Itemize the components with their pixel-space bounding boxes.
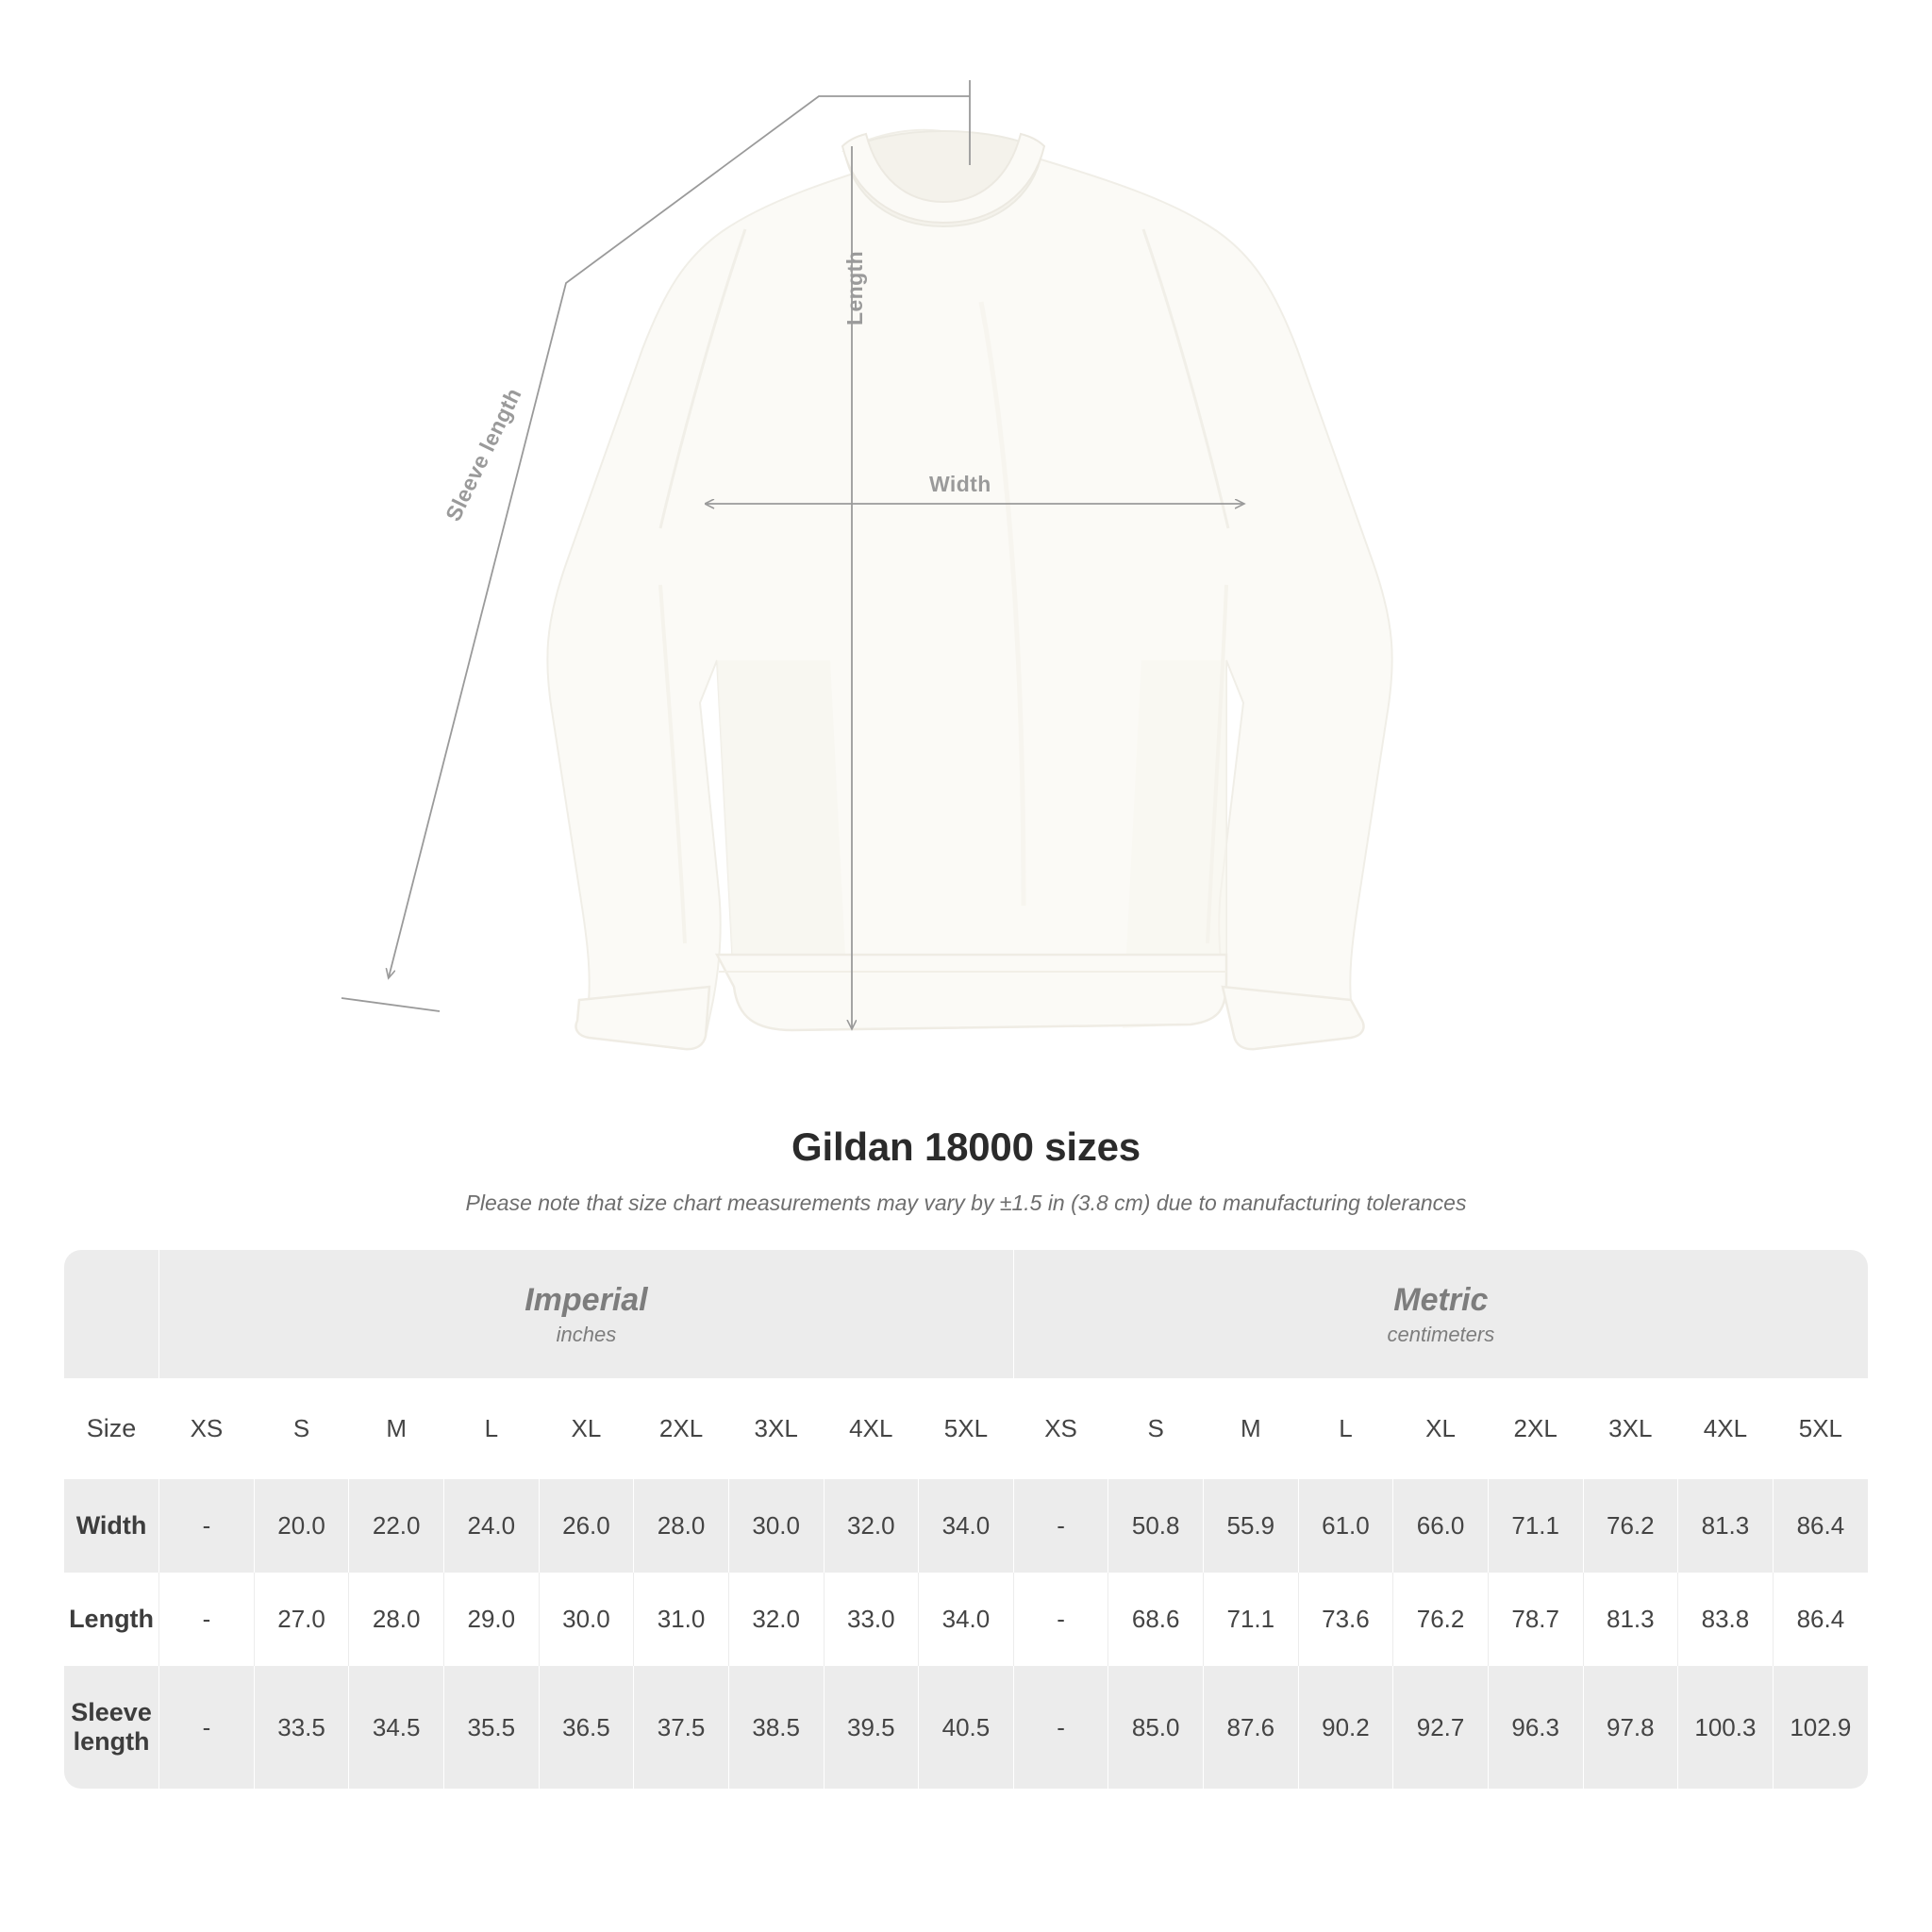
cell-width-metric-5xl: 86.4 bbox=[1773, 1479, 1868, 1573]
cell-length-metric-xl: 76.2 bbox=[1393, 1573, 1489, 1666]
size-header-label: Size bbox=[64, 1378, 159, 1479]
tolerance-note: Please note that size chart measurements may vary by ±1.5 in (3.8 cm) due to manufacturing tolerances bbox=[465, 1191, 1467, 1215]
cell-length-imperial-3xl: 32.0 bbox=[728, 1573, 824, 1666]
cell-width-metric-3xl: 76.2 bbox=[1583, 1479, 1678, 1573]
size-col-imperial-5xl: 5XL bbox=[919, 1378, 1014, 1479]
size-table-container bbox=[64, 1250, 1868, 1789]
sleeve-bottom-tick bbox=[341, 998, 440, 1011]
unit-name-imperial: Imperial bbox=[525, 1282, 648, 1318]
cell-sleeve-metric-xs: - bbox=[1013, 1666, 1108, 1789]
unit-sub-metric: centimeters bbox=[1387, 1323, 1495, 1347]
cell-width-imperial-xl: 26.0 bbox=[539, 1479, 634, 1573]
cell-length-imperial-xs: - bbox=[159, 1573, 255, 1666]
cell-length-imperial-5xl: 34.0 bbox=[919, 1573, 1014, 1666]
unit-name-metric: Metric bbox=[1393, 1282, 1489, 1318]
unit-row-spacer bbox=[64, 1250, 159, 1378]
cell-length-metric-3xl: 81.3 bbox=[1583, 1573, 1678, 1666]
cell-sleeve-metric-l: 90.2 bbox=[1298, 1666, 1393, 1789]
size-col-imperial-4xl: 4XL bbox=[824, 1378, 919, 1479]
cell-width-metric-xl: 66.0 bbox=[1393, 1479, 1489, 1573]
page-title: Gildan 18000 sizes bbox=[791, 1124, 1141, 1169]
cell-length-imperial-4xl: 33.0 bbox=[824, 1573, 919, 1666]
cell-length-metric-5xl: 86.4 bbox=[1773, 1573, 1868, 1666]
size-col-metric-2xl: 2XL bbox=[1488, 1378, 1583, 1479]
cell-width-imperial-m: 22.0 bbox=[349, 1479, 444, 1573]
size-col-imperial-s: S bbox=[254, 1378, 349, 1479]
cell-width-imperial-2xl: 28.0 bbox=[634, 1479, 729, 1573]
size-col-imperial-m: M bbox=[349, 1378, 444, 1479]
cell-width-metric-4xl: 81.3 bbox=[1678, 1479, 1774, 1573]
cell-length-metric-xs: - bbox=[1013, 1573, 1108, 1666]
cell-width-imperial-4xl: 32.0 bbox=[824, 1479, 919, 1573]
size-col-imperial-xl: XL bbox=[539, 1378, 634, 1479]
cell-sleeve-imperial-l: 35.5 bbox=[444, 1666, 540, 1789]
length-dimension-label: Length bbox=[842, 250, 867, 325]
cell-sleeve-imperial-s: 33.5 bbox=[254, 1666, 349, 1789]
row-label-length: Length bbox=[64, 1573, 159, 1666]
cell-length-imperial-m: 28.0 bbox=[349, 1573, 444, 1666]
unit-group-metric bbox=[1013, 1250, 1868, 1378]
size-col-imperial-3xl: 3XL bbox=[728, 1378, 824, 1479]
cell-sleeve-metric-2xl: 96.3 bbox=[1488, 1666, 1583, 1789]
cell-width-imperial-l: 24.0 bbox=[444, 1479, 540, 1573]
cell-sleeve-imperial-4xl: 39.5 bbox=[824, 1666, 919, 1789]
cell-length-imperial-l: 29.0 bbox=[444, 1573, 540, 1666]
cell-width-metric-l: 61.0 bbox=[1298, 1479, 1393, 1573]
cell-length-imperial-xl: 30.0 bbox=[539, 1573, 634, 1666]
size-col-metric-xl: XL bbox=[1393, 1378, 1489, 1479]
cell-width-metric-2xl: 71.1 bbox=[1488, 1479, 1583, 1573]
table-row-length bbox=[64, 1573, 1868, 1666]
cell-sleeve-metric-5xl: 102.9 bbox=[1773, 1666, 1868, 1789]
cell-length-imperial-s: 27.0 bbox=[254, 1573, 349, 1666]
size-col-metric-3xl: 3XL bbox=[1583, 1378, 1678, 1479]
cell-sleeve-metric-m: 87.6 bbox=[1204, 1666, 1299, 1789]
cell-sleeve-metric-4xl: 100.3 bbox=[1678, 1666, 1774, 1789]
cell-width-metric-m: 55.9 bbox=[1204, 1479, 1299, 1573]
cell-sleeve-imperial-5xl: 40.5 bbox=[919, 1666, 1014, 1789]
cell-sleeve-imperial-3xl: 38.5 bbox=[728, 1666, 824, 1789]
cell-sleeve-imperial-m: 34.5 bbox=[349, 1666, 444, 1789]
cell-sleeve-imperial-2xl: 37.5 bbox=[634, 1666, 729, 1789]
cell-length-metric-l: 73.6 bbox=[1298, 1573, 1393, 1666]
row-label-sleeve-length: Sleeve length bbox=[64, 1666, 159, 1789]
size-table bbox=[64, 1250, 1868, 1789]
size-col-imperial-l: L bbox=[444, 1378, 540, 1479]
unit-sub-imperial: inches bbox=[556, 1323, 617, 1347]
width-dimension-label: Width bbox=[929, 472, 991, 496]
cell-length-imperial-2xl: 31.0 bbox=[634, 1573, 729, 1666]
cell-width-metric-xs: - bbox=[1013, 1479, 1108, 1573]
size-col-imperial-xs: XS bbox=[159, 1378, 255, 1479]
unit-header-row bbox=[64, 1250, 1868, 1378]
sleeve-length-dimension-label: Sleeve length bbox=[441, 384, 526, 525]
cell-sleeve-metric-xl: 92.7 bbox=[1393, 1666, 1489, 1789]
cell-width-imperial-5xl: 34.0 bbox=[919, 1479, 1014, 1573]
cell-width-imperial-xs: - bbox=[159, 1479, 255, 1573]
table-row-sleeve-length bbox=[64, 1666, 1868, 1789]
sweatshirt-shape bbox=[547, 130, 1391, 1049]
size-col-metric-5xl: 5XL bbox=[1773, 1378, 1868, 1479]
cell-length-metric-m: 71.1 bbox=[1204, 1573, 1299, 1666]
size-header-row bbox=[64, 1378, 1868, 1479]
cell-width-metric-s: 50.8 bbox=[1108, 1479, 1204, 1573]
size-col-metric-xs: XS bbox=[1013, 1378, 1108, 1479]
size-col-imperial-2xl: 2XL bbox=[634, 1378, 729, 1479]
size-col-metric-s: S bbox=[1108, 1378, 1204, 1479]
cell-length-metric-s: 68.6 bbox=[1108, 1573, 1204, 1666]
cell-sleeve-metric-3xl: 97.8 bbox=[1583, 1666, 1678, 1789]
cell-length-metric-4xl: 83.8 bbox=[1678, 1573, 1774, 1666]
row-label-width: Width bbox=[64, 1479, 159, 1573]
table-row-width bbox=[64, 1479, 1868, 1573]
cell-sleeve-metric-s: 85.0 bbox=[1108, 1666, 1204, 1789]
size-col-metric-4xl: 4XL bbox=[1678, 1378, 1774, 1479]
cell-sleeve-imperial-xl: 36.5 bbox=[539, 1666, 634, 1789]
cell-width-imperial-3xl: 30.0 bbox=[728, 1479, 824, 1573]
size-col-metric-l: L bbox=[1298, 1378, 1393, 1479]
cell-length-metric-2xl: 78.7 bbox=[1488, 1573, 1583, 1666]
cell-width-imperial-s: 20.0 bbox=[254, 1479, 349, 1573]
unit-group-imperial bbox=[159, 1250, 1014, 1378]
cell-sleeve-imperial-xs: - bbox=[159, 1666, 255, 1789]
size-col-metric-m: M bbox=[1204, 1378, 1299, 1479]
